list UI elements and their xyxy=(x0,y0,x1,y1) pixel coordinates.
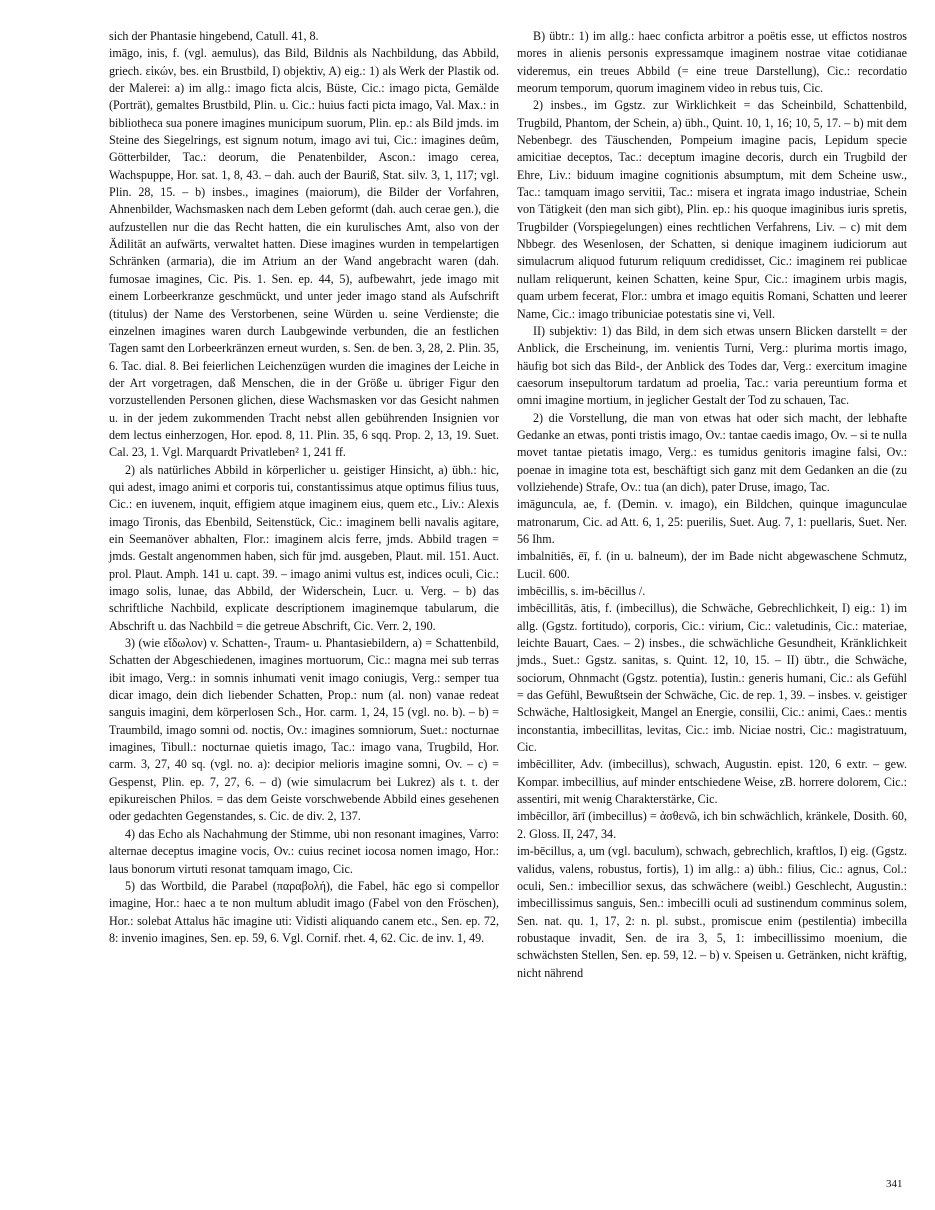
dictionary-paragraph: 2) die Vorstellung, die man von etwas hat oder sich macht, der lebhafte Gedanke an etwas, ponti tristis imago, Ov.: tantae caedis imago, Ov. – si te nulla movet tantae pietatis imago, Verg.: es tumidus genitoris imagine falsi, Ov.: poenae in imagine tota est, beschäftigt sich ganz mit dem Gedanken an die (zu vollziehende) Strafe, Ov.: tua (an dich), pater Druse, imago, Tac. xyxy=(517,410,907,494)
dictionary-paragraph: 5) das Wortbild, die Parabel (παραβολή), die Fabel, hāc ego si compellor imagine, Hor.: haec a te non multum abludit imago (Fabel von den Fröschen), Hor.: solebat Attalus hāc imagine uti: Vidisti aliquando canem etc., Sen. ep. 72, 8: invenio imagines, Sen. ep. 59, 6. Vgl. Cornif. rhet. 4, 62. Cic. de inv. 1, 49. xyxy=(109,878,499,945)
dictionary-paragraph: 3) (wie εἴδωλον) v. Schatten-, Traum- u. Phantasiebildern, a) = Schattenbild, Schatten der Abgeschiedenen, imagines mortuorum, Cic.: magna mei sub terras ibit imago, Verg.: in somnis inhumati venit imago coniugis, Verg.: semper tua dicar imago, dein dich liebender Schatten, Prop.: num (al. non) vanae redeat sanguis imagini, dem körperlosen Sch., Hor. carm. 1, 24, 15 (vgl. no. b). – b) = Traumbild, imago somni od. noctis, Ov.: imagines somniorum, Suet.: nocturnae imagines, Tibull.: nocturnae quietis imago, Tac.: imago vana, Trugbild, Hor. carm. 3, 27, 40 sq. (vgl. no. a): decipior melioris imagine somni, Ov. – c) = Gespenst, Plin. ep. 7, 27, 6. – d) (wie simulacrum bei Lukrez) als t. t. der epikureischen Philos. = das dem Geiste vorschwebende Abbild eines gesehenen oder gedachten Gegenstandes, s. Cic. de div. 2, 137. xyxy=(109,636,499,824)
page-number: 341 xyxy=(886,1178,903,1190)
dictionary-paragraph: imbēcilliter, Adv. (imbecillus), schwach, Augustin. epist. 120, 6 extr. – gew. Kompar. imbecillius, auf minder entschiedene Weise, zB. horrere dolorem, Cic.: assentiri, mit wenig Charakterstärke, Cic. xyxy=(517,757,907,807)
dictionary-paragraph: 2) als natürliches Abbild in körperlicher u. geistiger Hinsicht, a) übh.: hic, qui adest, imago animi et corporis tui, constantissimus atque optimus filius tuus, Cic.: en iuvenem, inquit, effigiem atque imaginem eius, quem etc., Liv.: Alexis imago Tironis, das Ebenbild, Seitenstück, Cic.: imaginem belli navalis agitare, ein Seemanöver abhalten, Flor.: imaginem alcis ferre, jmds. Abbild tragen = jmds. Gestalt angenommen haben, sich für jmd. ausgeben, Plaut. mil. 151. Auct. prol. Plaut. Amph. 141 u. capt. 39. – imago animi vultus est, indices oculi, Cic.: imago solis, lunae, das Abbild, der Widerschein, Lucr. u. Verg. – b) das schriftliche Nachbild, explicate descriptionem imaginemque tabularum, die Abschrift u. das Nachbild = die getreue Abschrift, Cic. Verr. 2, 190. xyxy=(109,462,499,633)
dictionary-paragraph: II) subjektiv: 1) das Bild, in dem sich etwas unsern Blicken darstellt = der Anblick, die Erscheinung, im. venientis Turni, Verg.: plurima mortis imago, häufig bot sich das Bild-, der Anblick des Todes dar, Verg.: exercitum imagine caesorum insepultorum tardatum ad proelia, Tac.: varia pereuntium forma et omni imagine mortium, in jeglicher Gestalt der Tod zu schauen, Tac. xyxy=(517,323,907,408)
dictionary-paragraph: imbēcillis, s. im-bēcillus /. xyxy=(517,584,646,598)
dictionary-paragraph: imāguncula, ae, f. (Demin. v. imago), ein Bildchen, quinque imagunculae matronarum, Cic. ad Att. 6, 1, 25: puerilis, Suet. Aug. 7, 1: puellaris, Suet. Ner. 56 Ihm. xyxy=(517,497,907,546)
dictionary-paragraph: B) übtr.: 1) im allg.: haec conficta arbitror a poëtis esse, ut effictos nostros mores in alienis personis expressamque imaginem nostrae vitae cotidianae videremus, ein treues Abbild (= eine treue Darstellung), Cic.: recordatio meorum temporum, quorum imaginem video in rebus tuis, Cic. xyxy=(517,29,907,96)
dictionary-paragraph: im-bēcillus, a, um (vgl. baculum), schwach, gebrechlich, kraftlos, I) eig. (Ggstz. validus, valens, robustus, fortis), 1) im allg.: a) übh.: filius, Cic.: agnus, Col.: oculi, Sen.: imbecillior sexus, das schwächere (weibl.) Geschlecht, Augustin.: imbecillissimus sanguis, Sen.: imbecilli oculi ad sustinendum comminus solem, Sen. nat. qu. 1, 17, 2: n. pl. subst., promiscue enim (pestilentia) imbecilla robustaque invadit, Sen. de ira 3, 5, 1: imbecillissimo moenium, die schwächsten Stellen, Sen. ep. 59, 12. – b) v. Speisen u. Getränken, nicht kräftig, nicht nährend xyxy=(517,844,907,980)
dictionary-paragraph: imbēcillitās, ātis, f. (imbecillus), die Schwäche, Gebrechlichkeit, I) eig.: 1) im allg. (Ggstz. fortitudo), corporis, Cic.: virium, Cic.: valetudinis, Cic.: materiae, leichte Bauart, Caes. – 2) insbes., die schwächliche Gesundheit, Kränklichkeit jmds., Suet.: Ggstz. sanitas, s. Quint. 12, 10, 15. – II) übtr., die Schwäche, sociorum, Ohnmacht (Ggstz. potentia), Iustin.: generis humani, Cic.: als Gefühl = das Gefühl, Bewußtsein der Schwäche, Cic. de rep. 1, 39. – insbes. v. geistiger Schwäche, Haltlosigkeit, Mangel an Energie, consilii, Cic.: animi, Caes.: mentis inconstantia, imbecillitas, levitas, Cic.: imb. Niciae nostri, Cic.: magistratuum, Cic. xyxy=(517,601,907,755)
dictionary-paragraph: 4) das Echo als Nachahmung der Stimme, ubi non resonant imagines, Varro: alternae deceptus imagine vocis, Ov.: cuius recinet iocosa nomen imago, Hor.: laus bonorum virtuti resonat tamquam imago, Cic. xyxy=(109,826,499,876)
left-column xyxy=(109,28,499,947)
dictionary-paragraph: imbēcillor, ārī (imbecillus) = ἀσθενῶ, ich bin schwächlich, kränkele, Dosith. 60, 2. Gloss. II, 247, 34. xyxy=(517,809,907,841)
dictionary-paragraph: sich der Phantasie hingebend, Catull. 41, 8. xyxy=(109,29,319,43)
dictionary-paragraph: imāgo, inis, f. (vgl. aemulus), das Bild, Bildnis als Nachbildung, das Abbild, griech. εἰκών, bes. ein Brustbild, I) objektiv, A) eig.: 1) als Werk der Plastik od. der Malerei: a) im allg.: imago ficta alcis, Büste, Cic.: imago picta, Gemälde (Porträt), gemaltes Brustbild, Plin. u. Cic.: huius facti picta imago, Val. Max.: in bibliotheca sua ponere imagines municipum suorum, Plin. ep.: als Bild jmds. im Steine des Siegelrings, est signum notum, imago avi tui, Cic.: imagines deûm, Götterbilder, Tac.: deorum, die Penatenbilder, Ascon.: imago cerea, Wachspuppe, Hor. sat. 1, 8, 43. – dah. auch der Bauriß, Stat. silv. 3, 1, 117; vgl. Plin. 28, 15. – b) insbes., imagines (maiorum), die Bilder der Vorfahren, Ahnenbilder, Wachsmasken nach dem Leben geformt (dah. auch cerae gen.), die aufzustellen nur die das Recht hatten, die ein kurulisches Amt, also von der Ädilität an aufwärts, verwaltet hatten. Diese imagines wurden in tempelartigen Schränken (armaria), die im Atrium an der Wand angebracht waren (dah. fumosae imagines, Cic. Pis. 1. Sen. ep. 44, 5), aufbewahrt, jede imago mit einem Lorbeerkranze geschmückt, und unter jeder imago stand als Aufschrift (titulus) der Name des Verstorbenen, seine Würden u. seine Verdienste; die einzelnen imagines waren durch Laubgewinde verbunden, die an festlichen Tagen samt den Lorbeerkränzen erneut wurden, s. Sen. de ben. 3, 28, 2. Plin. 35, 6. Tac. dial. 8. Bei feierlichen Leichenzügen wurden die imagines der Leiche in der Art vorgetragen, daß Menschen, die in der Größe u. übriger Figur den vorzustellenden Personen glichen, diese Wachsmasken vor das Gesicht nahmen u. in der jedem zukommenden Tracht nebst allen gebührenden Insignien vor dem lectus einherzogen, Hor. epod. 8, 11. Plin. 35, 6 sqq. Prop. 2, 13, 19. Suet. Cal. 23, 1. Vgl. Marquardt Privatleben² 1, 241 ff. xyxy=(109,46,499,460)
dictionary-paragraph: 2) insbes., im Ggstz. zur Wirklichkeit = das Scheinbild, Schattenbild, Trugbild, Phantom, der Schein, a) übh., Quint. 10, 1, 16; 10, 5, 17. – b) mit dem Nebenbegr. des Täuschenden, Pompeium imagine pacis, Lepidum specie amicitiae deceptos, Tac.: deceptum imagine decoris, durch ein Trugbild der Ehre, Liv.: biduum imagine cognitionis absumptum, mit dem Scheine usw., Tac.: tamquam imago servitii, Tac.: misera et ingrata imago industriae, Schein von Tätigkeit (den man sich gibt), Plin. ep.: his quoque imaginibus iuris spretis, Trugbilder (Vorspiegelungen) eines rechtlichen Verfahrens, Liv. – c) mit dem Nbbegr. des Wesenlosen, der Schatten, si denique imaginem iudiciorum aut simulacrum aliquod futurum reliquum credidisset, Cic.: imaginem rei publicae nullam reliquerunt, keinen Schatten, keine Spur, Cic.: imaginem urbis magis, quam urbem fecerat, Flor.: umbra et imago equitis Romani, Schatten und leerer Name, Cic.: imago tribuniciae potestatis sine vi, Vell. xyxy=(517,98,907,321)
right-column xyxy=(517,28,907,982)
dictionary-paragraph: imbalnitiēs, ēī, f. (in u. balneum), der im Bade nicht abgewaschene Schmutz, Lucil. 600. xyxy=(517,549,907,581)
